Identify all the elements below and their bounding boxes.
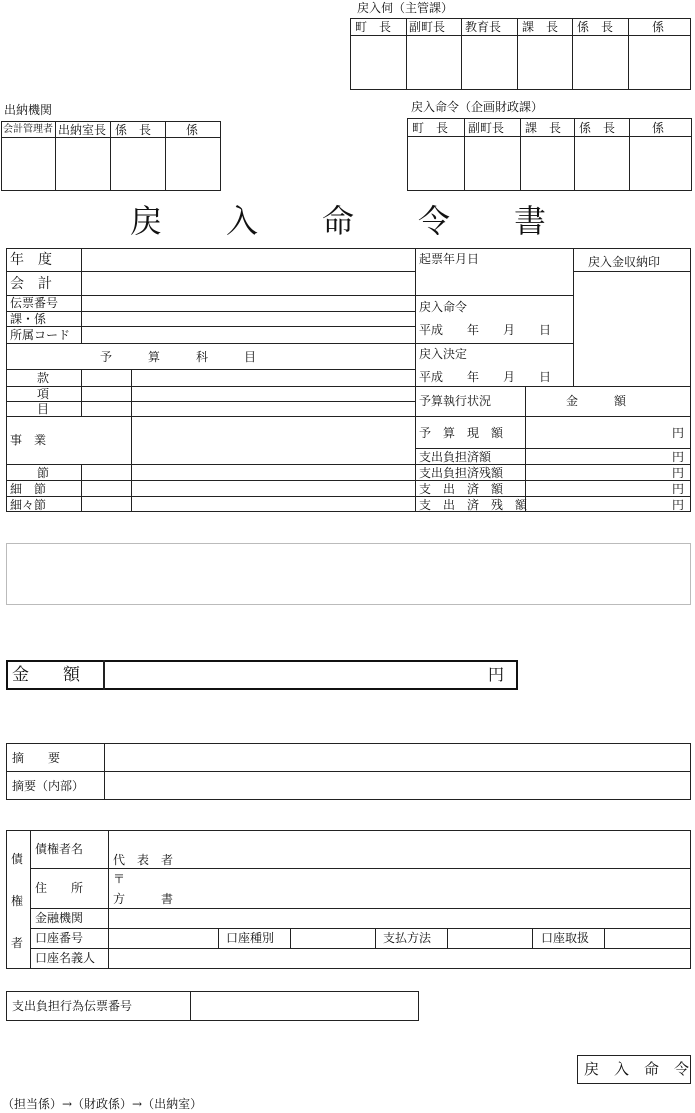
yen-unit: 円 bbox=[672, 466, 685, 480]
creditor-side-1: 債 bbox=[11, 852, 24, 866]
suitou-header-kakaricho: 係 長 bbox=[115, 123, 152, 137]
modoshi-ukagai-caption: 戻入伺（主管課） bbox=[357, 1, 454, 15]
kou-label: 項 bbox=[37, 387, 50, 401]
meirei-header-fukuchocho: 副町長 bbox=[468, 121, 505, 135]
postal-mark: 〒 bbox=[113, 872, 126, 886]
suitou-header-kaikei-kanrisha: 会計管理者 bbox=[3, 124, 53, 135]
saisetsu-label: 細 節 bbox=[10, 482, 47, 496]
account-handling-label: 口座取扱 bbox=[541, 931, 590, 945]
account-no-label: 口座番号 bbox=[35, 931, 84, 945]
creditor-side-2: 権 bbox=[11, 894, 24, 908]
shishutsu-zan-label: 支 出 済 残 額 bbox=[419, 498, 528, 512]
ukagai-header-chocho: 町 長 bbox=[355, 20, 392, 34]
remarks-box[interactable] bbox=[6, 543, 691, 605]
ukagai-header-kacho: 課 長 bbox=[522, 20, 559, 34]
shishutsu-denpyo-field[interactable] bbox=[192, 993, 417, 1019]
address-label: 住 所 bbox=[35, 881, 84, 895]
moku-label: 目 bbox=[37, 402, 50, 416]
nendo-label: 年 度 bbox=[10, 252, 52, 268]
shishutsu-futan-zan-label: 支出負担済残額 bbox=[419, 466, 504, 480]
amount-field[interactable] bbox=[106, 663, 496, 687]
tekiyou-naibu-label: 摘要（内部） bbox=[12, 779, 85, 793]
ka-kakari-label: 課・係 bbox=[10, 312, 47, 326]
yosan-gengaku-label: 予 算 現 額 bbox=[419, 426, 504, 440]
shishutsu-denpyo-label: 支出負担行為伝票番号 bbox=[12, 999, 133, 1013]
ukagai-header-fukuchocho: 副町長 bbox=[409, 20, 446, 34]
kan-label: 款 bbox=[37, 371, 50, 385]
creditor-name-label: 債権者名 bbox=[35, 842, 84, 856]
katagaki-label: 方 書 bbox=[113, 892, 174, 906]
ukagai-header-kakari: 係 bbox=[652, 20, 665, 34]
amount-label: 金 額 bbox=[12, 665, 80, 685]
shikko-jokyo-label: 予算執行状況 bbox=[419, 394, 492, 408]
shishutsu-futan-sumi-label: 支出負担済額 bbox=[419, 450, 492, 464]
shunou-in-label: 戻入金収納印 bbox=[588, 255, 661, 269]
page-title: 戻 入 命 令 書 bbox=[130, 202, 547, 240]
tekiyou-field[interactable] bbox=[106, 745, 689, 770]
meirei-header-kacho: 課 長 bbox=[525, 121, 562, 135]
shozoku-code-label: 所属コード bbox=[10, 328, 71, 342]
tekiyou-naibu-field[interactable] bbox=[106, 773, 689, 798]
jigyou-label: 事 業 bbox=[10, 433, 47, 447]
meirei-approval-caption: 戻入命令（企画財政課） bbox=[411, 100, 544, 114]
meirei-header-kakari: 係 bbox=[652, 121, 665, 135]
yen-unit: 円 bbox=[672, 482, 685, 496]
bank-label: 金融機関 bbox=[35, 911, 84, 925]
kingaku-header: 金 額 bbox=[566, 394, 627, 408]
ukagai-header-kyoikucho: 教育長 bbox=[465, 20, 502, 34]
payment-method-label: 支払方法 bbox=[383, 931, 432, 945]
yen-unit: 円 bbox=[672, 498, 685, 512]
modoshi-meirei-stamp-label: 戻 入 命 令 bbox=[584, 1060, 690, 1078]
routing-flow: （担当係）→（財政係）→（出納室） bbox=[2, 1097, 203, 1111]
amount-yen: 円 bbox=[488, 665, 505, 684]
shishutsu-sumi-label: 支 出 済 額 bbox=[419, 482, 504, 496]
kettei-date: 平成 年 月 日 bbox=[419, 370, 552, 384]
denpyo-bango-label: 伝票番号 bbox=[10, 296, 59, 310]
ukagai-header-kakaricho: 係 長 bbox=[577, 20, 614, 34]
kettei-label: 戻入決定 bbox=[419, 347, 468, 361]
meirei-date: 平成 年 月 日 bbox=[419, 323, 552, 337]
tekiyou-label: 摘 要 bbox=[12, 751, 61, 765]
meirei-label: 戻入命令 bbox=[419, 300, 468, 314]
main-form bbox=[6, 248, 691, 512]
yen-unit: 円 bbox=[672, 450, 685, 464]
suitou-header-kakari: 係 bbox=[186, 123, 199, 137]
meirei-header-kakaricho: 係 長 bbox=[579, 121, 616, 135]
meirei-header-chocho: 町 長 bbox=[412, 121, 449, 135]
yen-unit: 円 bbox=[672, 426, 685, 440]
account-type-label: 口座種別 bbox=[226, 931, 275, 945]
daihyo-label: 代 表 者 bbox=[113, 853, 174, 867]
yosan-kamoku-label: 予 算 科 目 bbox=[100, 350, 257, 364]
setsu-label: 節 bbox=[37, 466, 50, 480]
account-holder-label: 口座名義人 bbox=[35, 951, 96, 965]
suitou-caption: 出納機関 bbox=[4, 103, 53, 117]
kaikei-label: 会 計 bbox=[10, 276, 52, 292]
modoshi-ukagai-approval-table bbox=[350, 18, 691, 90]
kihyo-date-label: 起票年月日 bbox=[419, 252, 480, 266]
suitou-header-suitou-shitsucho: 出納室長 bbox=[58, 123, 107, 137]
creditor-side-3: 者 bbox=[11, 936, 24, 950]
saisaisetsu-label: 細々節 bbox=[10, 498, 47, 512]
